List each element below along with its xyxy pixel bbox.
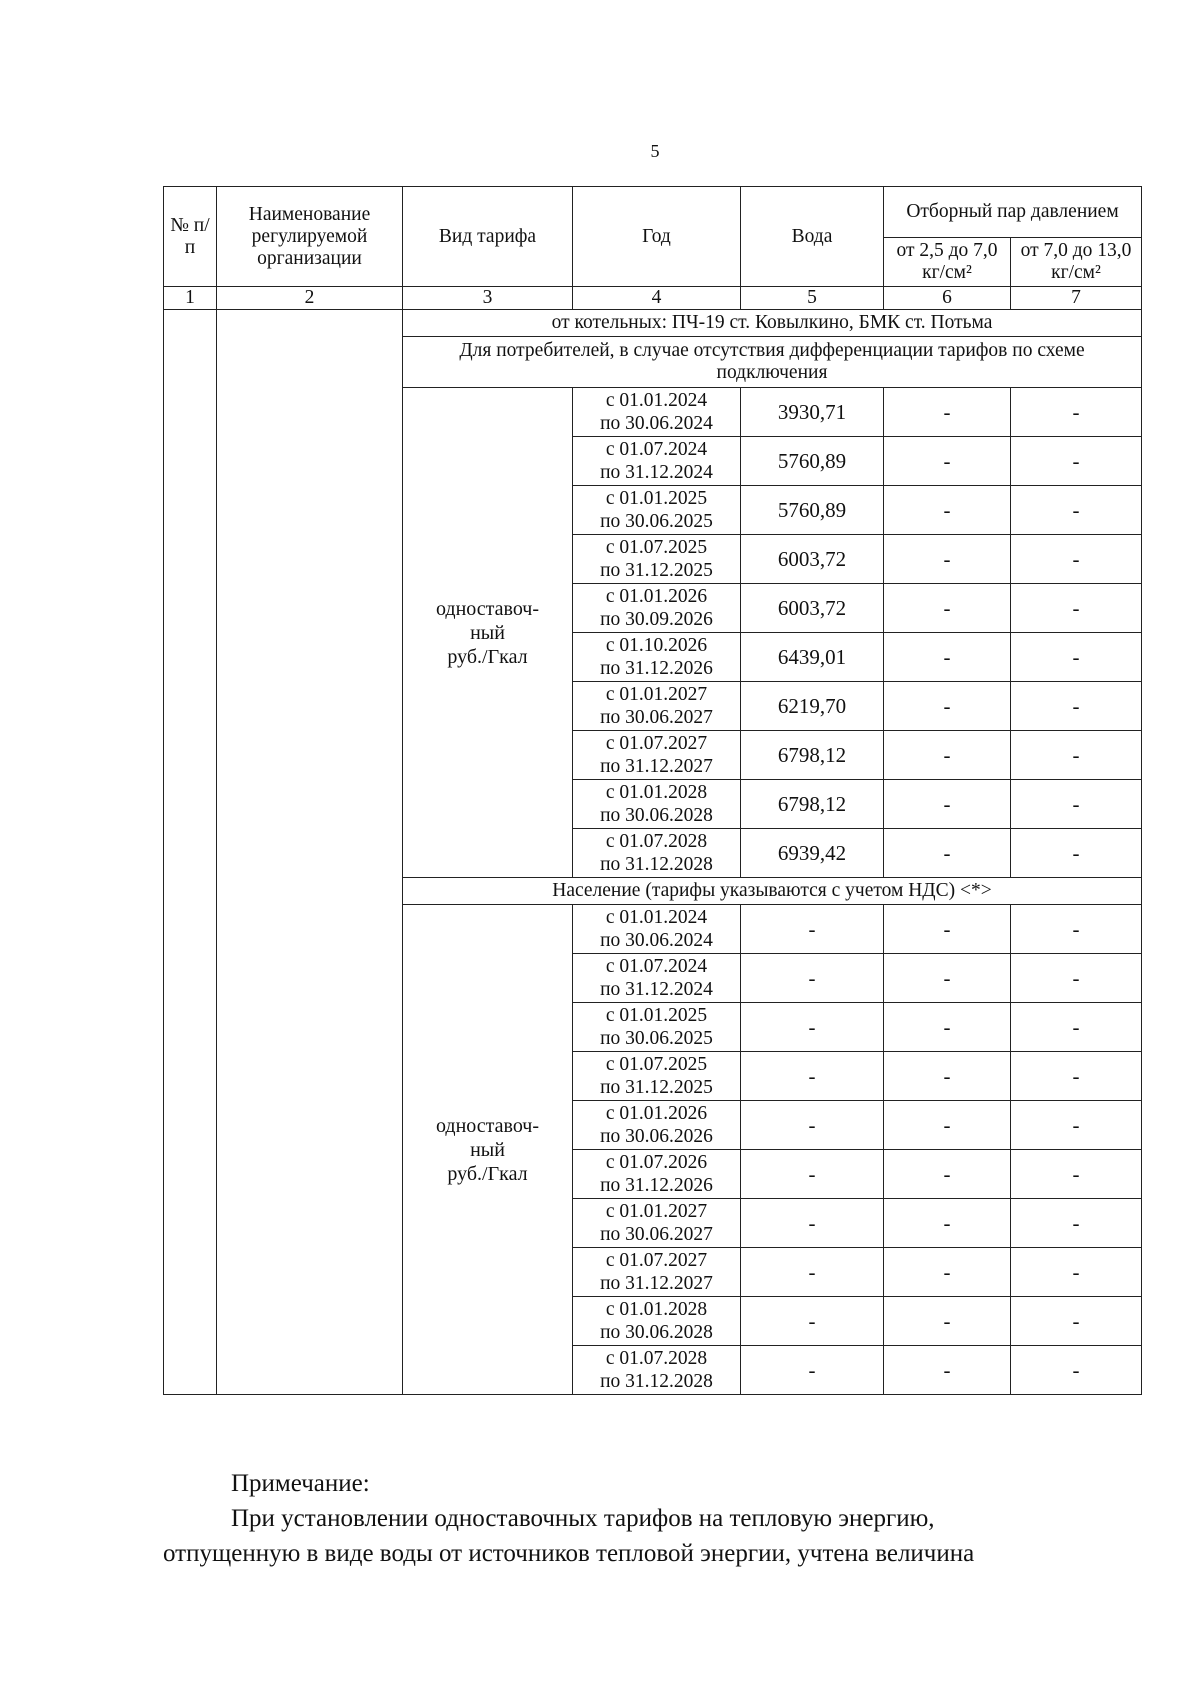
water-value-cell: - — [741, 1150, 884, 1199]
period-cell: с 01.01.2027 по 30.06.2027 — [573, 682, 741, 731]
water-value-cell: - — [741, 1052, 884, 1101]
steam-low-value-cell: - — [884, 535, 1011, 584]
steam-low-value-cell: - — [884, 682, 1011, 731]
column-number: 3 — [403, 287, 573, 310]
empty-organization-cell — [217, 310, 403, 1395]
steam-low-value-cell: - — [884, 1101, 1011, 1150]
steam-high-value-cell: - — [1011, 1150, 1142, 1199]
page-number: 5 — [650, 141, 660, 161]
header-steam-low-label: от 2,5 до 7,0 кг/см² — [896, 240, 998, 283]
note-title: Примечание: — [231, 1470, 370, 1497]
period-cell: с 01.10.2026 по 31.12.2026 — [573, 633, 741, 682]
header-steam-high-label: от 7,0 до 13,0 кг/см² — [1020, 240, 1132, 283]
water-value-cell: - — [741, 1101, 884, 1150]
header-water-label: Вода — [791, 225, 833, 247]
steam-low-value-cell: - — [884, 1297, 1011, 1346]
period-cell: с 01.07.2026 по 31.12.2026 — [573, 1150, 741, 1199]
header-number — [164, 187, 217, 287]
header-water — [741, 187, 884, 287]
steam-low-value-cell: - — [884, 905, 1011, 954]
period-cell: с 01.07.2024 по 31.12.2024 — [573, 954, 741, 1003]
steam-high-value-cell: - — [1011, 1101, 1142, 1150]
column-number: 5 — [741, 287, 884, 310]
period-cell: с 01.01.2028 по 30.06.2028 — [573, 1297, 741, 1346]
tariff-type-cell: одноставоч- ный руб./Гкал — [403, 388, 573, 878]
header-organization — [217, 187, 403, 287]
water-value-cell: 3930,71 — [741, 388, 884, 437]
steam-high-value-cell: - — [1011, 486, 1142, 535]
header-year — [573, 187, 741, 287]
column-number: 2 — [217, 287, 403, 310]
period-cell: с 01.01.2026 по 30.06.2026 — [573, 1101, 741, 1150]
period-cell: с 01.07.2028 по 31.12.2028 — [573, 829, 741, 878]
steam-low-value-cell: - — [884, 1248, 1011, 1297]
header-number-label: № п/п — [170, 214, 210, 258]
steam-high-value-cell: - — [1011, 780, 1142, 829]
water-value-cell: 6798,12 — [741, 780, 884, 829]
header-tariff-type-label: Вид тарифа — [438, 225, 537, 247]
steam-high-value-cell: - — [1011, 1248, 1142, 1297]
period-cell: с 01.07.2025 по 31.12.2025 — [573, 535, 741, 584]
water-value-cell: 6798,12 — [741, 731, 884, 780]
steam-low-value-cell: - — [884, 633, 1011, 682]
steam-low-value-cell: - — [884, 780, 1011, 829]
water-value-cell: - — [741, 905, 884, 954]
steam-high-value-cell: - — [1011, 633, 1142, 682]
water-value-cell: - — [741, 1003, 884, 1052]
water-value-cell: - — [741, 1346, 884, 1395]
period-cell: с 01.01.2026 по 30.09.2026 — [573, 584, 741, 633]
steam-high-value-cell: - — [1011, 1003, 1142, 1052]
header-tariff-type — [403, 187, 573, 287]
header-steam-group — [884, 187, 1142, 238]
period-cell: с 01.07.2025 по 31.12.2025 — [573, 1052, 741, 1101]
steam-high-value-cell: - — [1011, 905, 1142, 954]
period-cell: с 01.01.2024 по 30.06.2024 — [573, 388, 741, 437]
water-value-cell: 6939,42 — [741, 829, 884, 878]
steam-high-value-cell: - — [1011, 388, 1142, 437]
header-steam-low — [884, 238, 1011, 287]
note-text-line: отпущенную в виде воды от источников тепловой энергии, учтена величина — [163, 1540, 975, 1567]
steam-high-value-cell: - — [1011, 437, 1142, 486]
empty-number-cell — [164, 310, 217, 1395]
tariff-type-cell: одноставоч- ный руб./Гкал — [403, 905, 573, 1395]
column-number: 6 — [884, 287, 1011, 310]
column-number: 1 — [164, 287, 217, 310]
steam-high-value-cell: - — [1011, 1199, 1142, 1248]
steam-low-value-cell: - — [884, 1150, 1011, 1199]
water-value-cell: - — [741, 1248, 884, 1297]
column-number: 4 — [573, 287, 741, 310]
steam-high-value-cell: - — [1011, 731, 1142, 780]
header-steam-high — [1011, 238, 1142, 287]
section-title: Для потребителей, в случае отсутствия дифференциации тарифов по схеме подключения — [403, 337, 1142, 388]
period-cell: с 01.07.2024 по 31.12.2024 — [573, 437, 741, 486]
header-organization-label: Наименование регулируемой организации — [248, 203, 371, 269]
water-value-cell: 6003,72 — [741, 535, 884, 584]
steam-low-value-cell: - — [884, 1199, 1011, 1248]
steam-high-value-cell: - — [1011, 584, 1142, 633]
section-header-row — [164, 310, 1142, 337]
steam-low-value-cell: - — [884, 1003, 1011, 1052]
water-value-cell: 6219,70 — [741, 682, 884, 731]
steam-low-value-cell: - — [884, 1346, 1011, 1395]
steam-low-value-cell: - — [884, 731, 1011, 780]
period-cell: с 01.01.2027 по 30.06.2027 — [573, 1199, 741, 1248]
water-value-cell: - — [741, 1297, 884, 1346]
steam-low-value-cell: - — [884, 829, 1011, 878]
steam-high-value-cell: - — [1011, 535, 1142, 584]
period-cell: с 01.01.2024 по 30.06.2024 — [573, 905, 741, 954]
steam-low-value-cell: - — [884, 584, 1011, 633]
tariff-table — [163, 186, 1142, 1395]
note-text-line: При установлении одноставочных тарифов на тепловую энергию, — [231, 1505, 935, 1532]
steam-high-value-cell: - — [1011, 1052, 1142, 1101]
header-year-label: Год — [642, 225, 671, 247]
header-steam-group-label: Отборный пар давлением — [906, 201, 1119, 222]
water-value-cell: 6439,01 — [741, 633, 884, 682]
steam-high-value-cell: - — [1011, 954, 1142, 1003]
section-title: от котельных: ПЧ-19 ст. Ковылкино, БМК ст. Потьма — [403, 310, 1142, 337]
column-number-row — [164, 287, 1142, 310]
period-cell: с 01.07.2028 по 31.12.2028 — [573, 1346, 741, 1395]
steam-high-value-cell: - — [1011, 1297, 1142, 1346]
period-cell: с 01.07.2027 по 31.12.2027 — [573, 731, 741, 780]
steam-high-value-cell: - — [1011, 682, 1142, 731]
water-value-cell: - — [741, 954, 884, 1003]
steam-low-value-cell: - — [884, 437, 1011, 486]
steam-high-value-cell: - — [1011, 829, 1142, 878]
column-number: 7 — [1011, 287, 1142, 310]
period-cell: с 01.01.2025 по 30.06.2025 — [573, 486, 741, 535]
water-value-cell: 6003,72 — [741, 584, 884, 633]
water-value-cell: 5760,89 — [741, 486, 884, 535]
period-cell: с 01.07.2027 по 31.12.2027 — [573, 1248, 741, 1297]
period-cell: с 01.01.2028 по 30.06.2028 — [573, 780, 741, 829]
note-block — [163, 1466, 1143, 1571]
steam-high-value-cell: - — [1011, 1346, 1142, 1395]
steam-low-value-cell: - — [884, 486, 1011, 535]
period-cell: с 01.01.2025 по 30.06.2025 — [573, 1003, 741, 1052]
water-value-cell: - — [741, 1199, 884, 1248]
section-title: Население (тарифы указываются с учетом НДС) <*> — [403, 878, 1142, 905]
steam-low-value-cell: - — [884, 1052, 1011, 1101]
steam-low-value-cell: - — [884, 954, 1011, 1003]
water-value-cell: 5760,89 — [741, 437, 884, 486]
steam-low-value-cell: - — [884, 388, 1011, 437]
table-body — [164, 310, 1142, 1395]
